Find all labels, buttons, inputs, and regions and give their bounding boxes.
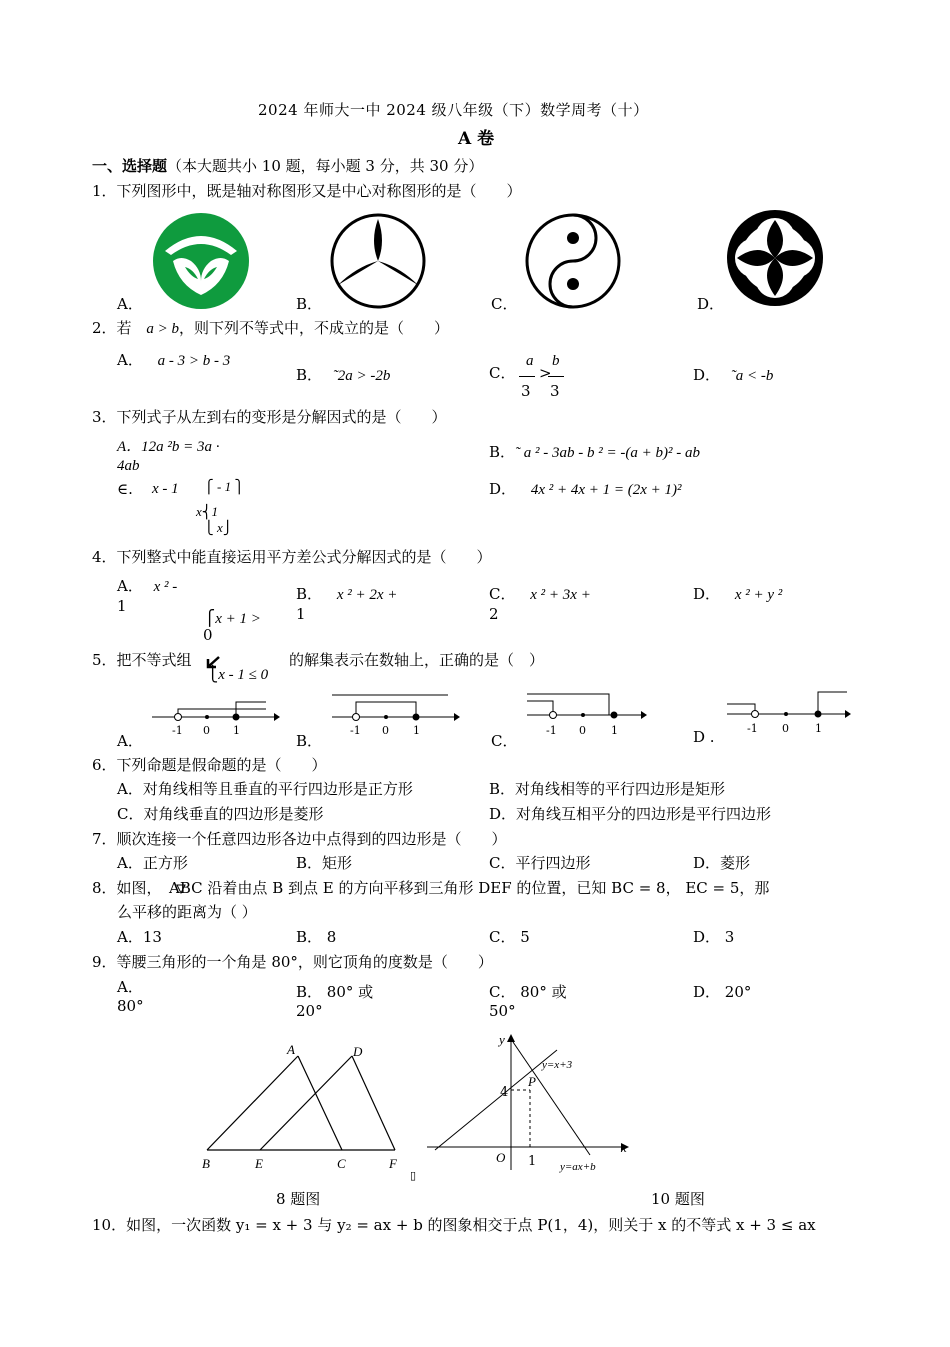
q9-stem: 9．等腰三角形的一个角是 80°，则它顶角的度数是（ ）	[92, 953, 493, 971]
q1-figure-b	[328, 211, 428, 311]
point-e-label: E	[255, 1156, 263, 1171]
q5-system-bottom: ⎩x - 1 ≤ 0	[207, 667, 269, 683]
q1-option-c[interactable]: C．	[491, 295, 518, 313]
q9-option-c[interactable]: C． 80° 或	[489, 983, 567, 1001]
q4-b-cont: 1	[296, 605, 306, 623]
q4-a-expr: x ² -	[153, 579, 178, 595]
q2-c-den-2: 3	[550, 382, 560, 400]
y-axis-label: y	[499, 1032, 505, 1047]
point-a-label: A	[287, 1042, 295, 1057]
svg-text:0: 0	[382, 724, 389, 737]
q4-option-c[interactable]	[489, 587, 591, 603]
q2-c-gt: >	[539, 364, 552, 382]
svg-text:1: 1	[815, 722, 822, 735]
q9-option-d[interactable]: D． 20°	[693, 983, 752, 1001]
q3-d-label: D．	[489, 480, 517, 498]
section-note: （本大题共小 10 题，每小题 3 分，共 30 分）	[167, 157, 484, 175]
q1-figure-d	[725, 208, 825, 308]
q4-option-b[interactable]	[296, 587, 397, 603]
q2-b-expr: ˜2a > -2b	[332, 368, 391, 384]
origin-label: O	[496, 1150, 506, 1165]
q7-stem: 7．顺次连接一个任意四边形各边中点得到的四边形是（ ）	[92, 830, 507, 848]
point-p-label: P	[528, 1074, 536, 1089]
q3-option-a-cont: 4ab	[117, 458, 140, 474]
triangle-symbol-icon	[175, 882, 187, 894]
svg-text:1: 1	[413, 724, 420, 737]
q4-c-expr: x ² + 3x +	[530, 587, 591, 603]
q4-d-expr: x ² + y ²	[734, 587, 783, 603]
q5-option-b[interactable]: B．	[296, 732, 323, 750]
q2-a-expr: a - 3 > b - 3	[157, 353, 231, 369]
q5-stem-end: 的解集表示在数轴上，正确的是（ ）	[289, 651, 545, 669]
q2-d-label: D．	[693, 366, 721, 384]
q8-option-a[interactable]: A．13	[117, 928, 162, 946]
svg-text:-1: -1	[546, 724, 557, 737]
q3-c-brace-1: ⎧ - 1 ⎫	[204, 479, 245, 494]
q7-option-b[interactable]: B．矩形	[296, 854, 353, 872]
figure-10	[425, 1030, 645, 1180]
q2-d-expr: ˜a < -b	[730, 368, 774, 384]
q2-c-num-a: a	[526, 353, 534, 369]
q3-d-expr: 4x ² + 4x + 1 = (2x + 1)²	[530, 482, 682, 498]
y4-label: 4	[500, 1085, 509, 1100]
q2-option-a[interactable]	[117, 353, 230, 369]
q2-option-c-label[interactable]: C．	[489, 364, 516, 382]
point-b-label: B	[202, 1156, 210, 1171]
figure-8-caption: 8 题图	[276, 1190, 321, 1208]
q3-stem: 3．下列式子从左到右的变形是分解因式的是（ ）	[92, 408, 447, 426]
q4-a-cont: 1	[117, 597, 127, 615]
q5-option-a[interactable]: A．	[117, 732, 143, 750]
q4-b-expr: x ² + 2x +	[336, 587, 398, 603]
q7-option-a[interactable]: A．正方形	[117, 854, 188, 872]
point-d-label: D	[353, 1044, 363, 1059]
q3-option-b[interactable]	[489, 445, 700, 461]
q6-stem: 6．下列命题是假命题的是（ ）	[92, 756, 327, 774]
line-y-eq-ax-plus-b: y=ax+b	[560, 1161, 596, 1173]
q4-d-label: D．	[693, 585, 721, 603]
q3-option-a[interactable]: A．12a ²b = 3a ·	[117, 439, 220, 455]
q8-stem-line1: 8．如图， ABC 沿着由点 B 到点 E 的方向平移到三角形 DEF 的位置，已知 BC = 8， EC = 5，那	[92, 879, 770, 897]
q2-c-den-1: 3	[521, 382, 531, 400]
paper-label: A 卷	[458, 129, 495, 149]
q5-numberline-d	[725, 690, 855, 740]
q4-option-d[interactable]	[693, 587, 782, 603]
q6-option-a[interactable]: A．对角线相等且垂直的平行四边形是正方形	[117, 780, 413, 798]
tick-neg1: -1	[172, 724, 183, 737]
q5-option-c[interactable]: C．	[491, 732, 518, 750]
q4-option-a[interactable]	[117, 579, 177, 595]
q7-option-d[interactable]: D．菱形	[693, 854, 751, 872]
q2-b-label: B．	[296, 366, 323, 384]
x-axis-label: x	[621, 1140, 627, 1155]
q1-figure-c	[523, 211, 623, 311]
tick-0: 0	[203, 724, 210, 737]
q8-option-d[interactable]: D． 3	[693, 928, 735, 946]
tick-1: 1	[233, 724, 240, 737]
q8-stem-line2: 么平移的距离为（ ）	[117, 903, 257, 921]
q1-figure-a	[151, 211, 251, 311]
q2-a-label: A．	[117, 351, 143, 369]
q5-system-top: ⎧x + 1 >	[204, 611, 261, 627]
q3-option-d[interactable]	[489, 482, 682, 498]
q3-option-c-label[interactable]: ∈.	[117, 480, 133, 498]
q2-stem	[92, 321, 449, 337]
q6-option-d[interactable]: D．对角线互相平分的四边形是平行四边形	[489, 805, 772, 823]
q3-c-brace-3: ⎩ x⎭	[204, 520, 233, 535]
q4-stem: 4．下列整式中能直接运用平方差公式分解因式的是（ ）	[92, 548, 492, 566]
q5-numberline-c	[525, 690, 655, 740]
q3-b-expr: ˜ a ² - 3ab - b ² = -(a + b)² - ab	[515, 445, 700, 461]
q2-option-d[interactable]	[693, 368, 773, 384]
q10-stem: 10．如图，一次函数 y₁ = x + 3 与 y₂ = ax + b 的图象相交于点 P(1，4)，则关于 x 的不等式 x + 3 ≤ ax	[92, 1216, 816, 1234]
q6-option-c[interactable]: C．对角线垂直的四边形是菱形	[117, 805, 324, 823]
q5-numberline-a	[150, 696, 280, 746]
q3-c-expr: x - 1	[152, 481, 179, 497]
q2-condition: a > b	[146, 321, 179, 337]
q1-option-b[interactable]: B．	[296, 295, 323, 313]
q7-option-c[interactable]: C．平行四边形	[489, 854, 591, 872]
q9-option-a-value: 80°	[117, 997, 144, 1015]
q2-stem-start: 2．若	[92, 319, 132, 337]
q1-option-d[interactable]: D．	[697, 295, 725, 313]
small-mark: ▯	[410, 1169, 417, 1182]
q3-b-label: B．	[489, 443, 516, 461]
q2-option-b[interactable]	[296, 368, 390, 384]
q1-stem: 1．下列图形中，既是轴对称图形又是中心对称图形的是（ ）	[92, 182, 522, 200]
arrow-icon	[205, 655, 221, 669]
q6-option-b[interactable]: B．对角线相等的平行四边形是矩形	[489, 780, 726, 798]
svg-text:-1: -1	[350, 724, 361, 737]
exam-title: 2024 年师大一中 2024 级八年级（下）数学周考（十）	[258, 101, 649, 119]
section-heading	[92, 159, 483, 174]
svg-text:0: 0	[579, 724, 586, 737]
q9-option-b-cont: 20°	[296, 1002, 323, 1020]
point-c-label: C	[337, 1156, 346, 1171]
q4-c-label: C．	[489, 585, 516, 603]
q4-a-label: A．	[117, 577, 143, 595]
q5-option-d[interactable]: D .	[693, 728, 715, 746]
section-title: 一、选择题	[92, 157, 168, 175]
q9-option-b[interactable]: B． 80° 或	[296, 983, 374, 1001]
q4-b-label: B．	[296, 585, 323, 603]
svg-text:1: 1	[611, 724, 618, 737]
q8-option-b[interactable]: B． 8	[296, 928, 337, 946]
q8-option-c[interactable]: C． 5	[489, 928, 530, 946]
q2-stem-end: ，则下列不等式中，不成立的是（ ）	[178, 319, 449, 337]
q5-numberline-b	[330, 690, 460, 740]
svg-text:0: 0	[782, 722, 789, 735]
q2-c-fraction-bar-2	[548, 376, 564, 377]
x1-label: 1	[528, 1154, 537, 1169]
q2-c-num-b: b	[552, 353, 560, 369]
q5-stem-start: 5．把不等式组	[92, 651, 192, 669]
svg-text:-1: -1	[747, 722, 758, 735]
q1-option-a[interactable]: A．	[117, 295, 143, 313]
q9-option-c-cont: 50°	[489, 1002, 516, 1020]
point-f-label: F	[389, 1156, 397, 1171]
q3-c-brace-2: x⎨1	[196, 504, 219, 519]
q4-c-cont: 2	[489, 605, 499, 623]
figure-8	[195, 1038, 415, 1178]
q5-system-zero: 0	[203, 626, 213, 644]
line-y-eq-x-plus-3: y=x+3	[542, 1059, 573, 1071]
q9-option-a[interactable]: A．	[117, 978, 143, 996]
q2-c-fraction-bar-1	[519, 376, 535, 377]
figure-10-caption: 10 题图	[651, 1190, 705, 1208]
